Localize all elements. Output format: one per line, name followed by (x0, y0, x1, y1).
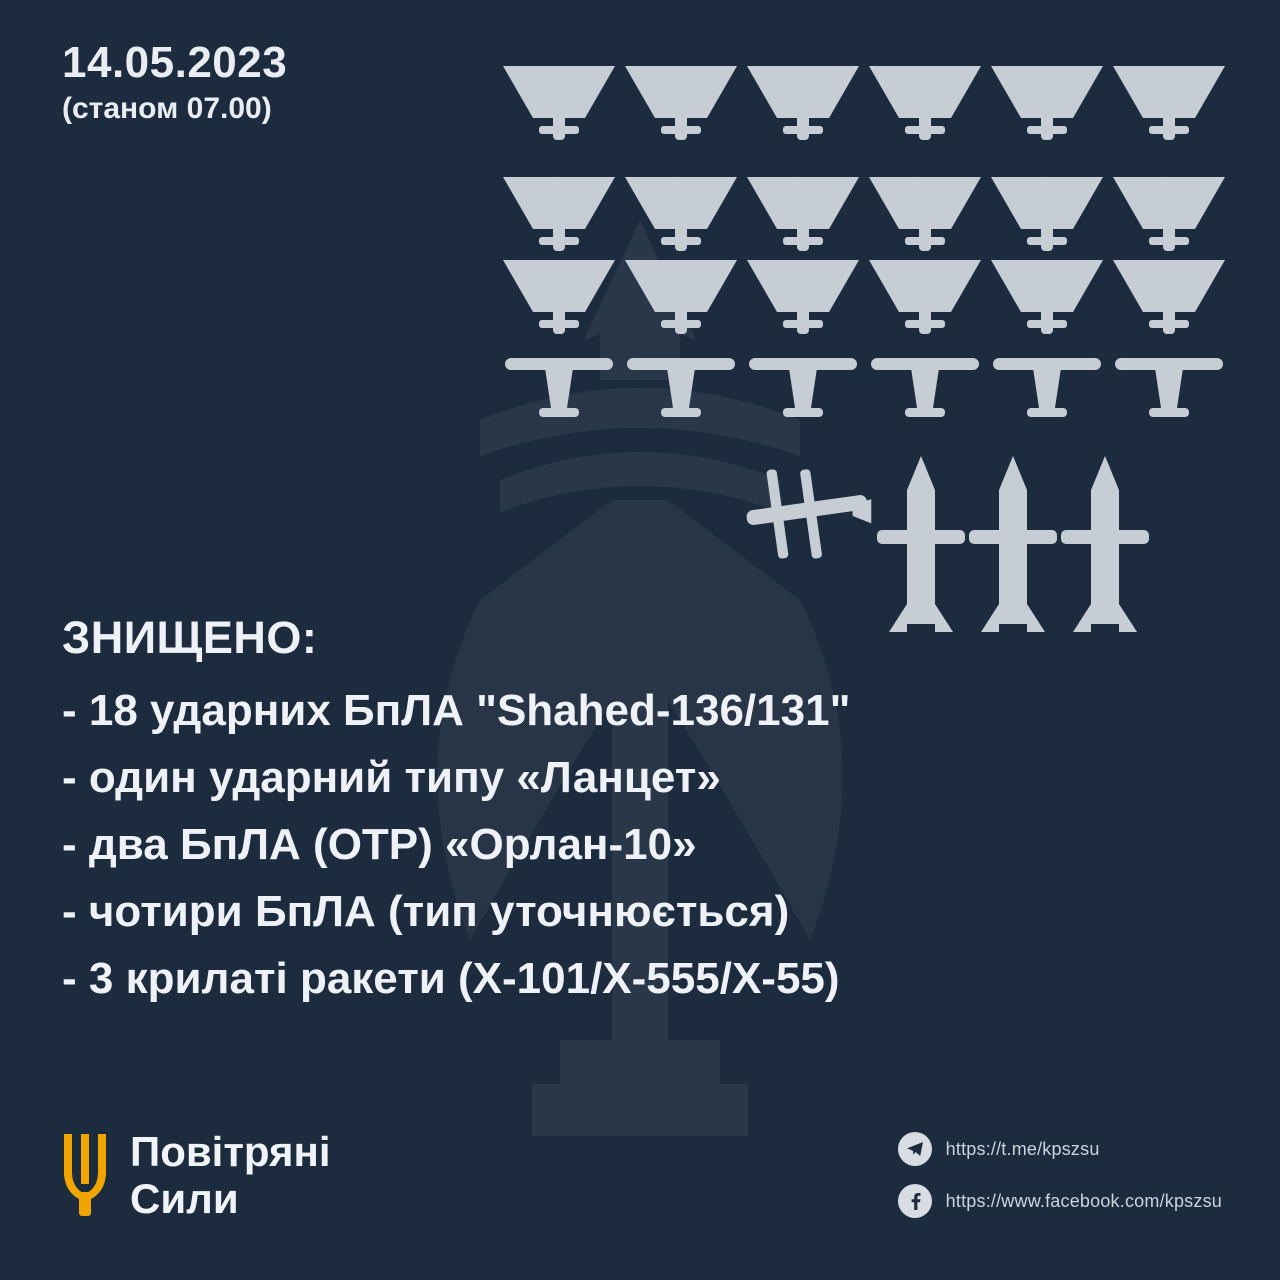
summary-line: - один ударний типу «Ланцет» (62, 752, 721, 802)
social-links (898, 1132, 1222, 1218)
facebook-url[interactable]: https://www.facebook.com/kpszsu (945, 1190, 1222, 1211)
shahed-drone-icon (620, 171, 742, 257)
shahed-drone-icon (986, 60, 1108, 146)
summary-line: - чотири БпЛА (тип уточнюється) (62, 886, 790, 936)
brand-footer (62, 1128, 331, 1222)
shahed-drone-icon (620, 60, 742, 146)
summary-line: - два БпЛА (ОТР) «Орлан-10» (62, 819, 697, 869)
brand-line-2: Сили (130, 1174, 239, 1222)
date-time-note: (станом 07.00) (62, 92, 272, 126)
shahed-drone-icon (864, 60, 986, 146)
orlan-drone-icon (864, 348, 986, 434)
telegram-icon (898, 1132, 932, 1166)
shahed-drone-icon (498, 60, 620, 146)
lancet-and-missile-row (735, 454, 1151, 634)
shahed-drone-icon (742, 60, 864, 146)
orlan-row (498, 348, 1230, 434)
shahed-drone-icon (742, 254, 864, 340)
cruise-missile-icon (1059, 454, 1151, 634)
summary-title: ЗНИЩЕНО: (62, 612, 318, 663)
shahed-drone-icon (498, 171, 620, 257)
shahed-drone-icon (1108, 254, 1230, 340)
brand-line-1: Повітряні (130, 1127, 331, 1175)
lancet-drone-icon (735, 454, 875, 574)
facebook-icon (898, 1184, 932, 1218)
summary-line: - 18 ударних БпЛА "Shahed-136/131" (62, 686, 851, 735)
summary-line: - 3 крилаті ракети (Х-101/Х-555/Х-55) (62, 953, 840, 1003)
shahed-drone-icon (1108, 60, 1230, 146)
shahed-drone-icon (742, 171, 864, 257)
shahed-drone-icon (986, 254, 1108, 340)
shahed-row-2 (498, 171, 1230, 257)
shahed-drone-icon (620, 254, 742, 340)
trident-icon (62, 1132, 108, 1218)
brand-name (130, 1128, 331, 1222)
cruise-missile-icon (875, 454, 967, 634)
orlan-drone-icon (742, 348, 864, 434)
shahed-drone-icon (864, 254, 986, 340)
orlan-drone-icon (498, 348, 620, 434)
telegram-url[interactable]: https://t.me/kpszsu (945, 1138, 1100, 1159)
shahed-drone-icon (864, 171, 986, 257)
orlan-drone-icon (620, 348, 742, 434)
orlan-drone-icon (1108, 348, 1230, 434)
date-value: 14.05.2023 (62, 38, 288, 87)
shahed-row-3 (498, 254, 1230, 340)
facebook-link[interactable] (898, 1184, 1222, 1218)
shahed-row-1 (498, 60, 1230, 146)
pictogram-area (0, 36, 1280, 636)
shahed-drone-icon (986, 171, 1108, 257)
telegram-link[interactable] (898, 1132, 1222, 1166)
shahed-drone-icon (498, 254, 620, 340)
summary-block (62, 612, 1242, 1012)
cruise-missile-icon (967, 454, 1059, 634)
orlan-drone-icon (986, 348, 1108, 434)
shahed-drone-icon (1108, 171, 1230, 257)
